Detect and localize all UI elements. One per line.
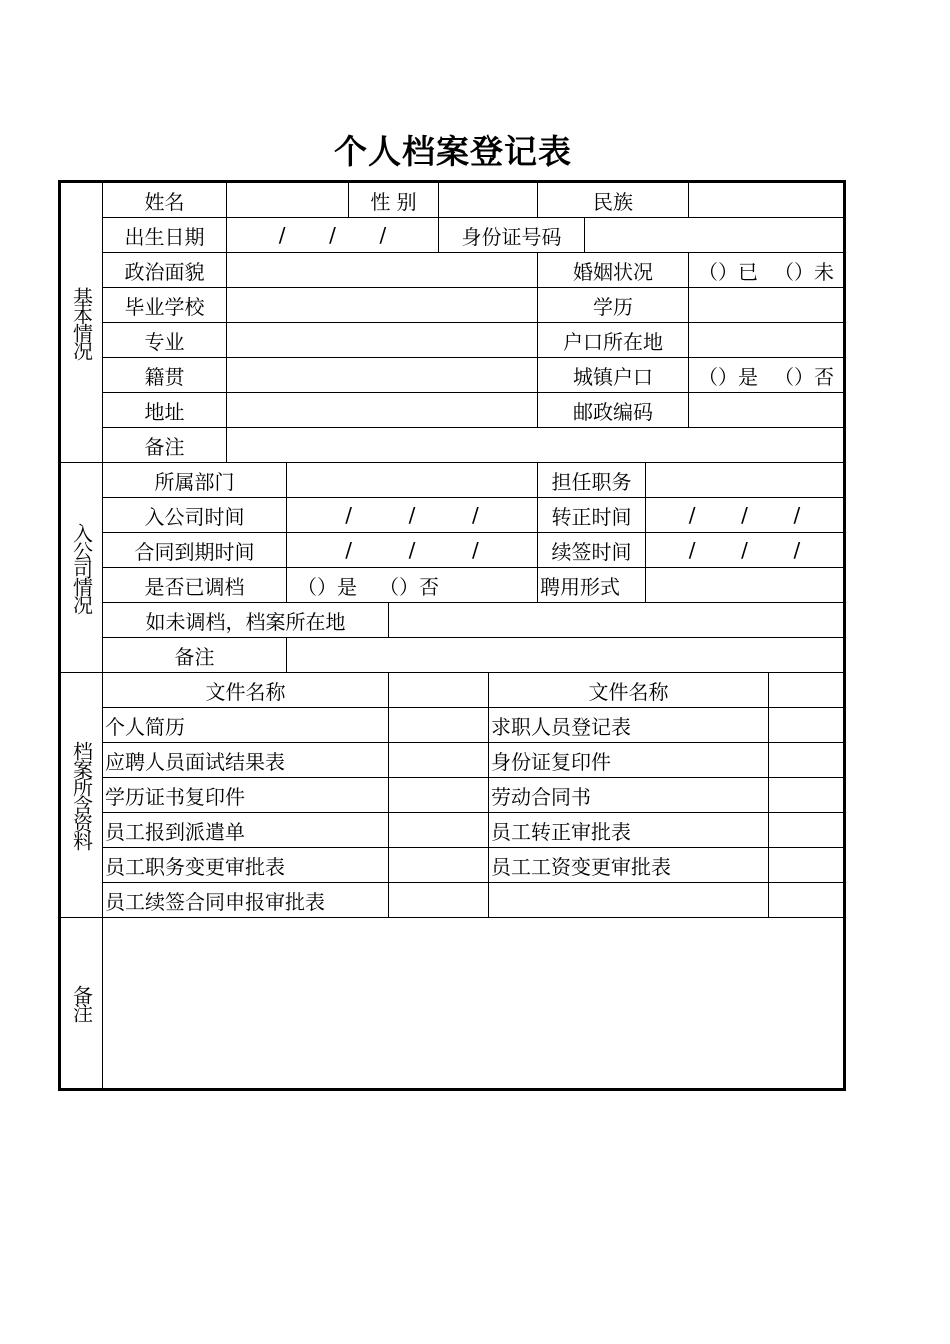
id-field[interactable]	[585, 218, 843, 253]
name-field[interactable]	[227, 183, 349, 218]
page-title: 个人档案登记表	[334, 132, 572, 171]
section-remarks-label: 备注	[69, 985, 94, 1021]
ethnicity-field[interactable]	[689, 183, 843, 218]
employ-label: 聘用形式	[538, 568, 646, 603]
contract-date-field[interactable]	[287, 533, 538, 568]
section-remarks	[61, 918, 103, 1088]
transfer-no-option[interactable]: （）否	[379, 574, 439, 599]
file-item: 个人简历	[103, 708, 389, 743]
remarks-field[interactable]	[103, 918, 843, 1088]
renew-date-field[interactable]	[646, 533, 843, 568]
major-field[interactable]	[227, 323, 538, 358]
marital-options[interactable]	[689, 253, 843, 288]
dept-label: 所属部门	[103, 463, 287, 498]
birth-label: 出生日期	[103, 218, 227, 253]
school-label: 毕业学校	[103, 288, 227, 323]
date-sep: /	[329, 223, 336, 247]
postal-label: 邮政编码	[538, 393, 689, 428]
join-date-field[interactable]	[287, 498, 538, 533]
political-label: 政治面貌	[103, 253, 227, 288]
date-sep: /	[741, 503, 748, 527]
urban-yes-option[interactable]: （）是	[698, 364, 758, 389]
file-check[interactable]	[389, 848, 489, 883]
position-label: 担任职务	[538, 463, 646, 498]
id-label: 身份证号码	[439, 218, 585, 253]
file-item: 员工转正审批表	[489, 813, 769, 848]
address-field[interactable]	[227, 393, 538, 428]
hukou-field[interactable]	[689, 323, 843, 358]
file-check[interactable]	[769, 883, 843, 918]
file-item: 求职人员登记表	[489, 708, 769, 743]
address-label: 地址	[103, 393, 227, 428]
section-basic	[61, 183, 103, 463]
marital-married-option[interactable]: （）已	[698, 259, 758, 284]
date-sep: /	[345, 503, 353, 527]
date-sep: /	[345, 538, 353, 562]
archive-loc-field[interactable]	[389, 603, 843, 638]
regular-date-field[interactable]	[646, 498, 843, 533]
file-check[interactable]	[389, 743, 489, 778]
native-label: 籍贯	[103, 358, 227, 393]
file-check[interactable]	[389, 778, 489, 813]
native-field[interactable]	[227, 358, 538, 393]
basic-remark-label: 备注	[103, 428, 227, 463]
files-check-right[interactable]	[769, 673, 843, 708]
files-header-right: 文件名称	[489, 673, 769, 708]
education-field[interactable]	[689, 288, 843, 323]
file-check[interactable]	[769, 778, 843, 813]
files-header-left: 文件名称	[103, 673, 389, 708]
date-sep: /	[471, 503, 479, 527]
section-company	[61, 463, 103, 673]
ethnicity-label: 民族	[538, 183, 689, 218]
section-files	[61, 673, 103, 918]
file-item: 身份证复印件	[489, 743, 769, 778]
file-item: 员工职务变更审批表	[103, 848, 389, 883]
birth-field[interactable]	[227, 218, 439, 253]
file-check[interactable]	[769, 848, 843, 883]
file-item: 劳动合同书	[489, 778, 769, 813]
file-check[interactable]	[389, 708, 489, 743]
name-label: 姓名	[103, 183, 227, 218]
file-item: 员工报到派遣单	[103, 813, 389, 848]
date-sep: /	[741, 538, 748, 562]
hukou-label: 户口所在地	[538, 323, 689, 358]
file-check[interactable]	[769, 708, 843, 743]
education-label: 学历	[538, 288, 689, 323]
date-sep: /	[688, 538, 696, 562]
gender-label: 性 别	[349, 183, 439, 218]
transfer-yes-option[interactable]: （）是	[297, 574, 357, 599]
archive-loc-label: 如未调档，档案所在地	[103, 603, 389, 638]
regular-label: 转正时间	[538, 498, 646, 533]
marital-single-option[interactable]: （）未	[774, 259, 834, 284]
date-sep: /	[793, 503, 801, 527]
position-field[interactable]	[646, 463, 843, 498]
date-sep: /	[278, 223, 286, 247]
file-item: 员工续签合同申报审批表	[103, 883, 389, 918]
file-item: 应聘人员面试结果表	[103, 743, 389, 778]
file-item	[489, 883, 769, 918]
file-check[interactable]	[389, 883, 489, 918]
gender-field[interactable]	[439, 183, 538, 218]
company-remark-label: 备注	[103, 638, 287, 673]
marital-label: 婚姻状况	[538, 253, 689, 288]
section-company-label: 入公司情况	[69, 522, 94, 613]
basic-remark-field[interactable]	[227, 428, 843, 463]
dept-field[interactable]	[287, 463, 538, 498]
file-item: 员工工资变更审批表	[489, 848, 769, 883]
date-sep: /	[408, 538, 416, 562]
date-sep: /	[408, 503, 416, 527]
company-remark-field[interactable]	[287, 638, 843, 673]
files-check-left[interactable]	[389, 673, 489, 708]
registration-form	[58, 180, 846, 1091]
file-item: 学历证书复印件	[103, 778, 389, 813]
urban-label: 城镇户口	[538, 358, 689, 393]
major-label: 专业	[103, 323, 227, 358]
file-check[interactable]	[769, 813, 843, 848]
date-sep: /	[379, 223, 387, 247]
file-check[interactable]	[769, 743, 843, 778]
urban-options[interactable]	[689, 358, 843, 393]
section-files-label: 档案所含资料	[69, 741, 94, 849]
renew-label: 续签时间	[538, 533, 646, 568]
date-sep: /	[471, 538, 479, 562]
join-label: 入公司时间	[103, 498, 287, 533]
urban-no-option[interactable]: （）否	[774, 364, 834, 389]
date-sep: /	[793, 538, 801, 562]
contract-label: 合同到期时间	[103, 533, 287, 568]
political-field[interactable]	[227, 253, 538, 288]
employ-field[interactable]	[646, 568, 843, 603]
postal-field[interactable]	[689, 393, 843, 428]
school-field[interactable]	[227, 288, 538, 323]
section-basic-label: 基本情况	[69, 286, 94, 359]
date-sep: /	[688, 503, 696, 527]
transfer-options[interactable]	[287, 568, 538, 603]
file-check[interactable]	[389, 813, 489, 848]
transfer-label: 是否已调档	[103, 568, 287, 603]
